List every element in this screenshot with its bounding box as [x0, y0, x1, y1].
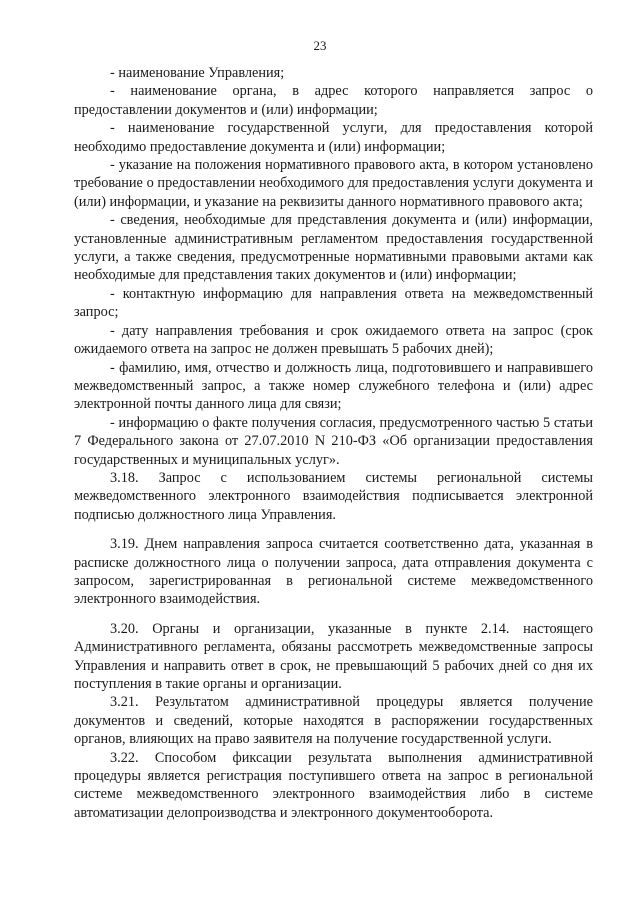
clause-3-21: 3.21. Результатом административной процедуры является получение документов и сведений, которые находятся в распоряжении государственных органов, влияющих на право заявителя на получение государственной услуги.	[74, 694, 593, 748]
list-item-contact-info: - контактную информацию для направления ответа на межведомственный запрос;	[74, 285, 593, 321]
clause-3-22: 3.22. Способом фиксации результата выполнения административной процедуры является регистрация поступившего ответа на запрос в региональной системе межведомственного электронного взаимодействия либо в системе автоматизации делопроизводства и электронного документооборота.	[74, 749, 593, 821]
list-item-service-name: - наименование государственной услуги, для предоставления которой необходимо предоставление документа и (или) информации;	[74, 120, 593, 155]
list-item-consent-info: - информацию о факте получения согласия, предусмотренного частью 5 статьи 7 Федерального закона от 27.07.2010 N 210-ФЗ «Об организации предоставления государственных и муниципальных услуг».	[74, 414, 593, 468]
list-item-required-info: - сведения, необходимые для представления документа и (или) информации, установленные административным регламентом предоставления государственной услуги, а также сведения, предусмотренные нормативными правовыми актами как необходимые для представления таких документов и (или) информации;	[74, 212, 593, 284]
list-item-legal-act: - указание на положения нормативного правового акта, в котором установлено требование о предоставлении необходимого для предоставления услуги документа и (или) информации, и указание на реквизиты данного нормативного правового акта;	[74, 157, 593, 210]
list-item-recipient-agency: - наименование органа, в адрес которого направляется запрос о предоставлении документов и (или) информации;	[74, 83, 593, 118]
document-body	[74, 64, 593, 822]
clause-3-20: 3.20. Органы и организации, указанные в пункте 2.14. настоящего Административного регламента, обязаны рассмотреть межведомственные запросы Управления и направить ответ в срок, не превышающий 5 рабочих дней со дня их поступления в такие органы и организации.	[74, 620, 593, 692]
list-item-request-date: - дату направления требования и срок ожидаемого ответа на запрос (срок ожидаемого ответа на запрос не должен превышать 5 рабочих дней);	[74, 322, 593, 358]
clause-3-18: 3.18. Запрос с использованием системы региональной системы межведомственного электронного взаимодействия подписывается электронной подписью должностного лица Управления.	[74, 469, 593, 523]
list-item-department-name: - наименование Управления;	[110, 65, 285, 81]
clause-3-19: 3.19. Днем направления запроса считается соответственно дата, указанная в расписке должностного лица о получении запроса, дата отправления документа с запросом, зарегистрированная в региональной системе межведомственного электронного взаимодействия.	[74, 536, 593, 608]
page-number: 23	[313, 38, 327, 53]
list-item-official-details: - фамилию, имя, отчество и должность лица, подготовившего и направившего межведомственный запрос, а также номер служебного телефона и (или) адрес электронной почты данного лица для связи;	[74, 359, 593, 413]
